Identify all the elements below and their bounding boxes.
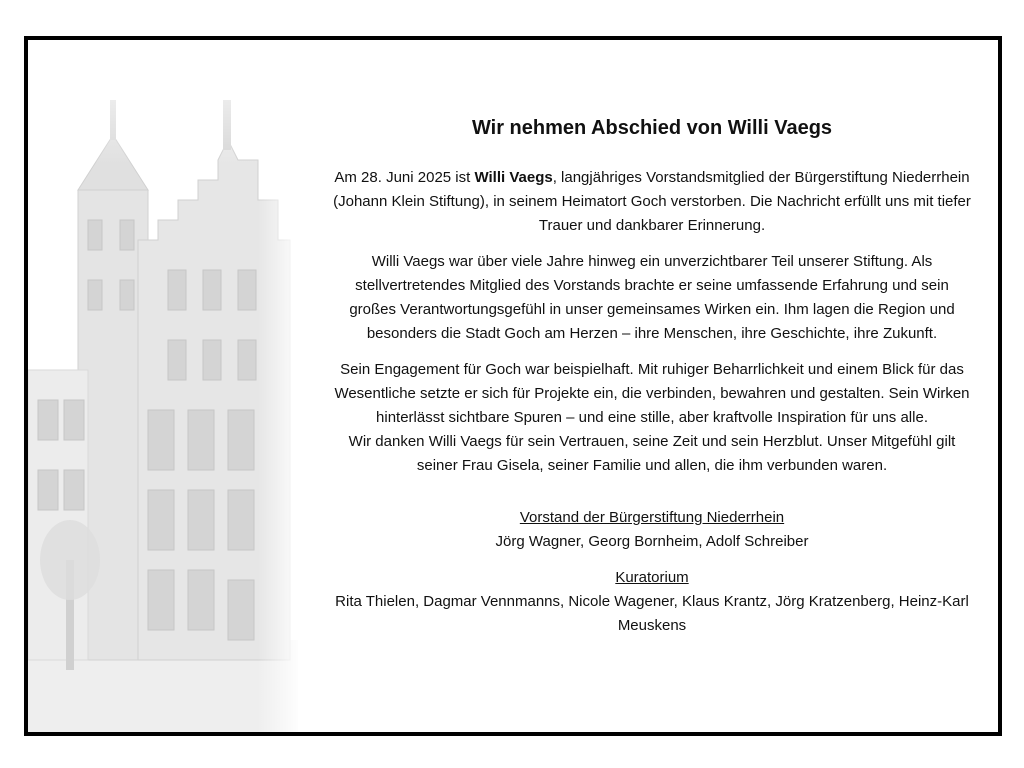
board-heading: Vorstand der Bürgerstiftung Niederrhein bbox=[519, 509, 785, 526]
paragraph-engagement: Sein Engagement für Goch war beispielhaft. Mit ruhiger Beharrlichkeit und einem Blick für das Wesentliche setzte er sich für Projekte ein, die verbinden, bewahren und gestalten. Sein Wirken hinterlässt sichtbare Spuren – und eine stille, aber kraftvolle Inspiration für uns alle. bbox=[334, 361, 970, 426]
paragraph-thanks: Wir danken Willi Vaegs für sein Vertrauen, seine Zeit und sein Herzblut. Unser Mitgefühl gilt seiner Frau Gisela, seiner Familie und allen, die ihm verbunden waren. bbox=[348, 433, 956, 474]
deceased-name: Willi Vaegs bbox=[474, 169, 553, 186]
curatorium-heading: Kuratorium bbox=[615, 569, 689, 586]
gothic-town-hall-building-icon bbox=[28, 40, 298, 732]
notice-title: Wir nehmen Abschied von Willi Vaegs bbox=[471, 117, 833, 139]
curatorium-signature bbox=[330, 566, 974, 638]
announcement-text-start: Am 28. Juni 2025 ist bbox=[334, 169, 475, 186]
paragraph-tribute: Willi Vaegs war über viele Jahre hinweg ein unverzichtbarer Teil unserer Stiftung. Als stellvertretendes Mitglied des Vorstands brachte er seine umfassende Erfahrung und sein großes Verantwortungsgefühl in unser gemeinsames Wirken ein. Ihm lagen die Region und besonders die Stadt Goch am Herzen – ihre Menschen, ihre Geschichte, ihre Zukunft. bbox=[349, 253, 955, 342]
curatorium-names: Rita Thielen, Dagmar Vennmanns, Nicole Wagener, Klaus Krantz, Jörg Kratzenberg, Heinz-Karl Meuskens bbox=[335, 593, 969, 634]
paragraph-announcement bbox=[330, 166, 974, 238]
board-names: Jörg Wagner, Georg Bornheim, Adolf Schreiber bbox=[495, 533, 809, 550]
announcement-text-end: , langjähriges Vorstandsmitglied der Bürgerstiftung Niederrhein (Johann Klein Stiftung), in seinem Heimatort Goch verstorben. Die Nachricht erfüllt uns mit tiefer Trauer und dankbarer Erinnerung. bbox=[333, 169, 971, 234]
memorial-notice-frame bbox=[24, 36, 1002, 736]
notice-content bbox=[330, 102, 974, 638]
board-signature bbox=[330, 506, 974, 554]
